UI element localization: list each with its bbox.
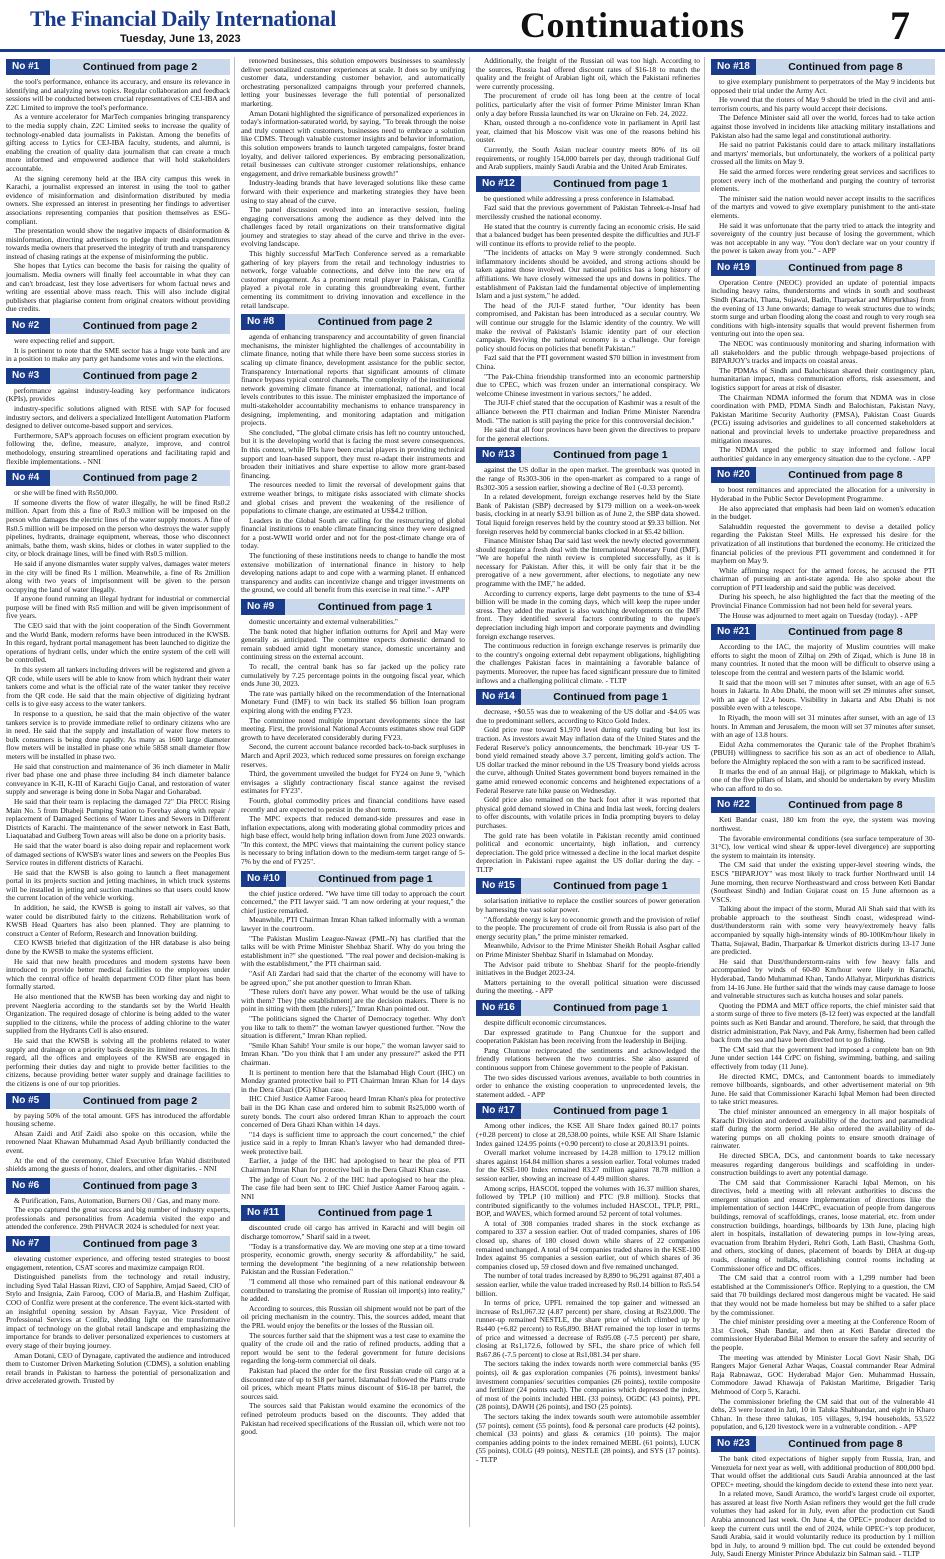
article-body — [6, 489, 230, 1088]
article-paragraph: He said that all four provinces have been given the directives to prepare for the general elections. — [476, 425, 700, 443]
article-paragraph: were expecting relief and support. — [14, 336, 115, 346]
article-paragraph: In terms of price, UPFL remained the top gainer and witnessed an increase of Rs1,067.32 (4.87 percent) per share, closing at Rs23,000. The runner-up remained NESTLE, the share price of which climbed up by Rs440 (+6.82 percent) to Rs6,890. BHAT remained the top loser in terms of price and witnessed a decrease of Rs95.08 (-7.5 percent) per share, closing at Rs1,172.6, followed by SFL, the share price of which fell Rs67.86 (-7.5 percent) to close at Rs1,081.34 per share. — [476, 1298, 700, 1359]
article-paragraph: Salahuddin requested the government to devise a detailed policy regarding the Pakistan Steel Mills. He expressed his desire for the privatization of all institutions that burdened the economy. He criticized the financial policies of the previous PTI government and condemned it for mayhem on May 9. — [711, 521, 935, 566]
article-body — [6, 337, 230, 364]
article-paragraph: The rate was partially hiked on the recommendation of the International Monetary Fund (IMF) to win back its stalled $6 billion loan program expiring along with the ending FY23. — [241, 688, 465, 715]
article-paragraph: The House was adjourned to meet again on Tuesday (today). - APP — [719, 610, 918, 620]
article-title: Continued from page 8 — [788, 1437, 903, 1450]
article — [241, 57, 465, 310]
article-paragraph: Leaders in the Global South are calling for the restructuring of global financial institutions to enable climate financing since they were designed for a post-WWII world order and not for the post-climate change era of today. — [241, 515, 465, 551]
article-paragraph: The JUI-F chief stated that the occupation of Kashmir was a result of the alliance between the PTI chairman and Indian Prime Minister Narendra Modi. "The nation is still paying the price for this controversial decision." — [476, 398, 700, 425]
article-body — [476, 1122, 700, 1464]
article-paragraph: The CM said that under the existing upper-level steering winds, the ESCS "BIPARJOY" was most likely to track further Northward until 14 June morning, then recurve Northeastward and cross between Keti Bandar (Southeast Sindh) and Indian Gujarat coast on 15 June afternoon as a VSCS. — [711, 860, 935, 904]
article-paragraph: It marks the end of an annual Hajj, or pilgrimage to Makkah, which is one of the five pillars of Islam, and should be undertaken by every Muslim who can afford to do so. — [711, 766, 935, 793]
article — [241, 314, 465, 595]
article-paragraph: The committee noted multiple important developments since the last meeting. First, the provisional National Accounts estimates show real GDP growth to have decelerated considerably during FY23. — [241, 715, 465, 742]
article-paragraph: renowned businesses, this solution empowers businesses to seamlessly deliver personalized customer experiences at scale. It does so by unifying customer data, understanding customer behavior, and automatically orchestrating personalized campaigns through your preferred channels, letting your businesses leverage the full potential of personalized marketing. — [241, 56, 465, 108]
article-paragraph: to give exemplary punishment to perpetrators of the May 9 incidents but opposed their trial under the Army Act. — [711, 77, 935, 95]
article-paragraph: domestic uncertainty and external vulnerabilities." — [249, 617, 398, 627]
article-paragraph: Keti Bandar coast, 180 km from the eye, the system was moving northwest. — [711, 815, 935, 833]
article-title: Continued from page 8 — [788, 61, 903, 73]
article-paragraph: He said that Dust/thunderstorm-rains with few heavy falls and accompanied by winds of 60-80 Km/hour were likely in Karachi, Hyderabad, Tando Muhammad Khan, Tando Allahyar, Mirpurkhas districts from 14-16 June. He further said that the winds may cause damage to loose and vulnerable structures such as kutcha houses and solar panels. — [711, 956, 935, 1001]
article-paragraph: A total of 308 companies traded shares in the stock exchange as compared to 337 a session earlier. Out of traded companies, shares of 106 closed up, shares of 180 closed down while shares of 22 companies remained unchanged. A total of 94 companies traded shares in the KSE-100 Index against 95 companies a session earlier, out of which shares of 36 companies closed up, 59 closed down and five remained unchanged. — [476, 1218, 700, 1271]
article-paragraph: He said that construction and maintenance of 36 inch diameter in Malir river bad phase one and phase three including 84 inch diameter balance conveyance in K-II, K-III of Karachi Gujjo Canal, and restoration of water supply and sewerage is being done in Soba Nagar and Goharabad. — [6, 761, 230, 797]
article-paragraph: It is pertinent to mention here that the Islamabad High Court (IHC) on Monday granted protective bail to PTI Chairman Imran Khan for 14 days in the Dera Ghazi (DG) Khan case. — [241, 1067, 465, 1094]
article-paragraph: He said that the KWSB is also going to launch a fleet management portal in its projects suction and jetting machines, in which truck systems will be installed in jetting and suction machines so that users could know the current location of the vehicle working. — [6, 867, 230, 903]
article-paragraph: The chief minister announced an emergency in all major hospitals of Karachi Division and ordered availability of the doctors and paramedical staff during the storm period. He also ordered the availability of de-watering pumps on all choking points to ensure smooth drainage of rainwater. — [711, 1106, 935, 1151]
article-paragraph: "The Pak-China friendship transformed into an economic partnership due to CPEC, which was frozen under an international conspiracy. We welcome Chinese investment in various sectors," he added. — [476, 371, 700, 398]
article-title: Continued from page 2 — [82, 472, 198, 485]
article-paragraph: The continuous reduction in foreign exchange reserves is primarily due to the country's ongoing external debt repayment obligations, highlighting the challenges Pakistan faces in maintaining a favorable balance of payments. Moreover, the rupee has faced significant pressure due to limited inflows and a challenging political climate. - TLTP — [476, 641, 700, 685]
article-paragraph: He said the armed forces were rendering great services and sacrifices to protect every inch of the motherland and purging the country of terrorist elements. — [711, 166, 935, 194]
article-header — [241, 314, 465, 330]
article-paragraph: The gold rate has been volatile in Pakistan recently amid continued political and economic uncertainty, high inflation, and currency depreciation. The gold price witnessed a decline in the local market despite depreciation in Pakistani rupee against the US dollar during the day. - TLTP — [476, 830, 700, 874]
article-paragraph: The sectors taking the index towards north were commercial banks (95 points), oil & gas exploration companies (76 points), investment banks/ investment companies/ securities companies (26 points), textile composite and fertilizer (24 points each). The companies which depressed the index, of most of the points included HBL (33 points), OGDC (43 points), PPL (28 points), DAWH (26 points), and ISO (25 points). — [476, 1359, 700, 1412]
article-paragraph: Among other indices, the KSE All Share Index gained 80.17 points (+0.28 percent) to close at 28,538.00 points, while KSE All Share Islamic Index gained 124.95 points (+0.90 percent) to close at 20,813.91 points. — [476, 1121, 700, 1148]
article-header — [241, 599, 465, 615]
article — [6, 470, 230, 1088]
article-paragraph: The panel discussion evolved into an interactive session, fueling engaging conversations among the audience as they delved into the challenges faced by retail organizations on their transformative digital journey and strategies to stay ahead of the curve and thrive in the ever-evolving landscape. — [241, 205, 465, 249]
article-paragraph: against the US dollar in the open market. The greenback was quoted in the range of Rs303-306 in the open-market as compared to a range of Rs302-305 a session earlier, showing a decline of Re1 (-0.33 percent). — [476, 465, 700, 492]
article-body — [711, 486, 935, 620]
article-paragraph: Dar expressed gratitude to Pang Chunxue for the support and cooperation Pakistan has been receiving from the leadership in Beijing. — [476, 1027, 700, 1046]
article-paragraph: He said that the water board is also doing repair and replacement work of damaged sections of KWSB's water lines and sewers on the Peoples Bus Service routes in different districts of Karachi. — [6, 840, 230, 868]
article-paragraph: According to the IAC, the majority of Muslim countries will make efforts to sight the moon of Zilhaj on 29th of Ziqad, which is June 18 in many countries. It noted that the moon will be difficult to observe using a telescope from the central and western parts of the Islamic world. — [711, 642, 935, 678]
article-paragraph: He said no patriot Pakistanis could dare to attack military installations and martyrs' memorials, but unfortunately, the workers of a political party crossed all the limits on May 9. — [711, 140, 935, 167]
article-paragraph: The bank noted that higher inflation outturns for April and May were generally as anticipated. The committee expects domestic demand to remain subdued amid tight monetary stance, domestic uncertainty and continuing stress on the external account. — [241, 626, 465, 662]
article-paragraph: In Riyadh, the moon will set 31 minutes after sunset, with an age of 13 hours. In Amman and Jerusalem, the moon will set 37 minutes after sunset, with an age of 13.8 hours. — [711, 713, 935, 740]
article-header — [476, 1000, 700, 1016]
article-paragraph: The NEOC was continuously monitoring and sharing information with all stakeholders and the public through webpage-based projections of BIPARJOY's tracks and impacts on coastal areas. — [711, 339, 935, 366]
article-number: No #3 — [6, 368, 50, 384]
column-2 — [241, 57, 470, 1527]
article-paragraph: Additionally, the freight of the Russian oil was too high. According to the sources, Russia had offered discount rates of $16-18 to match the quality and the freight of Arabian light oil, which the Pakistani refineries were currently processing. — [476, 56, 700, 91]
article-number: No #2 — [6, 318, 50, 334]
article-paragraph: Industry-leading brands that have leveraged solutions like these came forward with their experience and marketing strategies they have been using to stay ahead of the curve. — [241, 178, 465, 205]
article-paragraph: He said that their team is replacing the damaged 72" Dia PRCC Rising Main No. 5 from Dhabeji Pumping Station to Forebay along with repair / replacement of Damaged Sections of Water Lines and Sewers in Different Districts of Karachi. The maintenance of the sewer network in East Bath, Liaquatabad and Gulberg Town areas will also be done on a priority basis. — [6, 796, 230, 841]
article-body — [476, 466, 700, 685]
article-paragraph: Pang Chunxue reciprocated the sentiments and acknowledged the friendly relations between the two countries. She also assured of continuous support from Chinese government to the people of Pakistan. — [476, 1045, 700, 1072]
article-title: Continued from page 2 — [317, 316, 433, 329]
article-paragraph: The Advisor paid tribute to Shehbaz Sharif for the people-friendly initiatives in the Budget 2023-24. — [476, 959, 700, 978]
article-number: No #14 — [476, 689, 521, 705]
article-paragraph: The expo captured the great success and big number of industry experts, professionals and personalities from Academia visited the expo and attended the conference. 29th PHVACR 2024 is scheduled for next year. — [6, 1205, 230, 1232]
article-paragraph: Overall market volume increased by 14.28 million to 179.12 million shares against 164.84 million shares a session earlier. Total volumes traded for the KSE-100 Index remained 83.27 million against 78.78 million a session earlier, showing an increase of 4.49 million shares. — [476, 1148, 700, 1183]
article-header — [476, 447, 700, 463]
article-paragraph: Matters pertaining to the overall political situation were discussed during the meeting. - APP — [476, 977, 700, 996]
article-paragraph: She hopes that Lytics can become the basis for raising the quality of journalism. Media owners will finally feel accountable in what they can and can't broadcast, lest they lose advertisers for whom factual news and writing are essential above mass reach. This will also include digital publishers that plagiarise content from original creators without providing due credits. — [6, 261, 230, 314]
article-number: No #5 — [6, 1093, 50, 1109]
article-number: No #13 — [476, 447, 521, 463]
article-number: No #9 — [241, 599, 285, 615]
article-paragraph: Distinguished panelists from the technology and retail industry, including Syed Talal Hassan Rizvi, CIO of Sapphire, Amjad Saeed, CIO of Stylo and Insignia, Zain Farooq, COO of Maria.B, and Hashim Zulfiqar, COO of Conlfiz were present at the conference. The event kick-started with an insightful opening session by Ahsan Fayyaz, Vice President of Professional Services at Conlfiz, shedding light on the transformative impact of technology on the global retail landscape and emphasizing the importance for brands to deliver personalized experiences to customers at every stage of their buying journey. — [6, 1272, 230, 1350]
article-paragraph: The head of the JUI-F stated further, "Our identity has been compromised, and Pakistan has been introduced as a secular country. We will continue our struggle for the Islamic identity of the country. We will make the revival of Pakistan's Islamic identity part of our election campaign. Reviving the national economy is a challenge. Our foreign policy should focus on policies that benefit Pakistan." — [476, 300, 700, 353]
article-number: No #8 — [241, 314, 285, 330]
article-header — [6, 1093, 230, 1109]
article-paragraph: "These rulers don't have any power. What would be the use of talking with them? They [the establishment] are the decision makers. There is no point in sitting with them [the rulers]," Imran Khan pointed out. — [241, 987, 465, 1014]
article-header — [241, 871, 465, 887]
article-paragraph: At the end of the ceremony, Chief Executive Irfan Wahid distributed shields among the guests of honor, dealers, and other dignitaries. - NNI — [6, 1155, 230, 1174]
article-paragraph: If someone diverts the flow of water illegally, he will be fined Rs0.2 million. Apart from this a fine of Rs0.3 million will be imposed on the person who damages the electric lines of the water supply motors. A fine of Rs0.5 million will be imposed on the person who destroys the water supply pipelines, hydrants, drainage equipment, whereas, those who disconnect animals, bathe them, wash skins, hides or clothes in water supplied to the city, or block drainage lines, will be fined with Rs0.5 million. — [6, 497, 230, 559]
article-paragraph: the tool's performance, enhance its accuracy, and ensure its relevance in identifying and analyzing news topics. Regular collaboration and feedback sessions will be conducted between crucial representatives of CEJ-IBA and Z2C Limited to improve the tool's performance. — [6, 77, 230, 112]
page-number: 7 — [890, 3, 910, 48]
article-paragraph: He said that the KWSB is solving all the problems related to water supply and drainage on a priority basis despite its limited resources. In this regard, all the offices and employees of the KWSB are engaged in performing their duties day and night to provide better facilities to the citizens, because providing better water supply and drainage facilities to the citizens is one of our top priorities. — [6, 1035, 230, 1088]
article-header — [711, 797, 935, 813]
article-body — [711, 643, 935, 793]
article-paragraph: discounted crude oil cargo has arrived in Karachi and will begin oil discharge tomorrow," Sharif said in a tweet. — [241, 1223, 465, 1242]
article-title: Continued from page 1 — [317, 601, 433, 614]
article-paragraph: He also appreciated that emphasis had been laid on women's education in the budget. — [711, 503, 935, 522]
article-title: Continued from page 1 — [553, 880, 668, 893]
article-paragraph: Meanwhile, Advisor to the Prime Minister Sheikh Rohail Asghar called on Prime Minister Shehbaz Sharif in Islamabad on Monday. — [476, 941, 700, 960]
column-3 — [476, 57, 705, 1527]
article-paragraph: The resources needed to limit the reversal of development gains that extreme weather brings, to mitigate risks associated with climate shocks and global crises and prevent the weakening of the resilience of populations to climate change, are estimated at US$4.2 trillion. — [241, 480, 465, 516]
article-paragraph: The number of total trades increased by 8,890 to 96,291 against 87,401 a session earlier, while the value traded increased by Rs0.14 billion to Rs5.54 billion. — [476, 1271, 700, 1298]
article-paragraph: If anyone found running an illegal hydrant for industrial or commercial purpose will be fined with Rs5 million and will be given imprisonment of five years. — [6, 594, 230, 621]
article-paragraph: He also mentioned that the KWSB has been working day and night to prevent Naegleria according to the standards set by the World Health Organization. The required dosage of chlorine is being added to the water supplied to the citizens, while the process of adding chlorine to the water supplied from the Hydrants Cell is also ensured. — [6, 992, 230, 1036]
article — [711, 59, 935, 256]
article-number: No #21 — [711, 624, 756, 640]
article-header — [711, 260, 935, 276]
article-paragraph: CEO KWSB briefed that digitization of the HR database is also being done by the KWSB to make the systems efficient. — [6, 938, 230, 957]
article-paragraph: Among scrips, HASCOL topped the volumes with 16.37 million shares, followed by TPLP (10 million) and PTC (9.8 million). Stocks that contributed significantly to the volumes included HASCOL, TPLP, PRL, BOP, and WAVES, which formed around 52 percent of total volumes. — [476, 1183, 700, 1219]
article-paragraph: decrease, +$0.55 was due to weakening of the US dollar and -$4.05 was due to predominant sellers, according to Kitco Gold Index. — [476, 707, 700, 725]
article-number: No #19 — [711, 260, 756, 276]
article-header — [241, 1205, 465, 1221]
article-header — [6, 1236, 230, 1252]
article-title: Continued from page 1 — [553, 691, 668, 704]
article-paragraph: Currently, the South Asian nuclear country meets 80% of its oil requirements, or roughly 154,000 barrels per day, through traditional Gulf and Arab suppliers, mainly Saudi Arabia and the United Arab Emirates. — [476, 144, 700, 172]
masthead — [0, 0, 945, 52]
publication-date: Tuesday, June 13, 2023 — [120, 33, 241, 45]
article-title: Continued from page 8 — [788, 626, 903, 639]
article-paragraph: the chief justice ordered. "We have time till today to approach the court concerned," the PTI lawyer said. "I am now ordering at your request," the chief justice remarked. — [241, 888, 465, 915]
article — [711, 1436, 935, 1559]
article-paragraph: During his speech, he also highlighted the fact that the meeting of the Provincial Finance Commission had not been held for several years. — [711, 592, 935, 611]
article-body — [241, 618, 465, 867]
article-title: Continued from page 2 — [82, 320, 198, 333]
section-title: Continuations — [520, 5, 745, 45]
article-header — [711, 467, 935, 483]
article — [476, 447, 700, 685]
article-paragraph: "Affordable energy is key to economic growth and the provision of relief to the people. The procurement of crude oil from Russia is also part of the energy security plan," the prime minister remarked. — [476, 914, 700, 941]
article-paragraph: Fourth, global commodity prices and financial conditions have eased recently and are expected to persist in the short term. — [241, 795, 465, 814]
article-title: Continued from page 3 — [82, 1238, 198, 1251]
article-paragraph: The sectors taking the index towards south were automobile assembler (57 points), cement (55 points), food & personal care products (42 points), chemical (33 points) and glass & ceramics (10 points). The major companies adding points to the index remained MEBL (61 points), LUCK (55 points), COLG (49 points), NESTLE (28 points), and SYS (17 points). - TLTP — [476, 1411, 700, 1464]
article-paragraph: "The politicians signed the Charter of Democracy together. Why don't you like to talk to them?" the woman lawyer questioned further. "Now the situation is different," Imran Khan replied. — [241, 1013, 465, 1041]
article-title: Continued from page 8 — [788, 261, 903, 274]
article — [241, 871, 465, 1202]
article-paragraph: The CEO said that with the joint cooperation of the Sindh Government and the World Bank, modern reforms have been introduced in the KWSB. In this regard, hydrant portal management has been launched to digitize the operations of hydrant cells, under which the entire system of the cell will be controlled. — [6, 621, 230, 665]
article-paragraph: & Purification, Fans, Automation, Burners Oil / Gas, and many more. — [14, 1195, 220, 1205]
article — [476, 1103, 700, 1464]
article-header — [6, 368, 230, 384]
article-paragraph: This highly successful MarTech Conference served as a remarkable gathering of key players from the retail and technology industries to network, forge valuable connections, and delve into the new era of customer engagement. As a prominent retail player in Pakistan, Conlfiz played a pivotal role in curating this groundbreaking event, further cementing its commitment to driving innovation and excellence in the retail landscape. — [241, 249, 465, 310]
article-number: No #18 — [711, 59, 756, 75]
article-body — [711, 78, 935, 256]
article-number: No #4 — [6, 470, 50, 486]
article-paragraph: The bank cited expectations of higher supply from Russia, Iran, and Venezuela for next year as well, with additional production of 800,000 bpd. That would offset the additional cuts Saudi Arabia announced at the last OPEC+ meeting, should the kingdom decide to extend these into next year. — [711, 1453, 935, 1489]
article-paragraph: Meanwhile, PTI Chairman Imran Khan talked informally with a woman lawyer in the courtroom. — [241, 915, 465, 934]
article-paragraph: Pakistan had placed the order for the first Russian crude oil cargo at a discounted rate of up to $18 per barrel. Islamabad followed the Platts crude oil prices, which meant Platts minus discount of $16-18 per barrel, the sources said. — [241, 1365, 465, 1401]
article — [711, 467, 935, 620]
article-paragraph: "The incidents of attacks on May 9 were strongly condemned. Such inflammatory incidents should be avoided, and strong actions should be taken against those involved. Our national politics has a long history of affiliations. We have closely witnessed the ups and downs in politics. The establishment of Pakistan laid the fundamental objective of implementing Islam and a just system," he added. — [476, 248, 700, 301]
article-paragraph: While affirming respect for the armed forces, he accused the PTI chairman of pursuing an anti-state agenda. He also spoke about the corruption of PTI leadership and said the public was deceived. — [711, 565, 935, 592]
article-number: No #16 — [476, 1000, 521, 1016]
article-body — [6, 1197, 230, 1232]
article — [711, 624, 935, 793]
article-number: No #12 — [476, 176, 521, 192]
article-paragraph: The functioning of these institutions needs to change to handle the most extensive mobilization of international finance in history to help developing nations adapt to and cope with a warming planet. If enhanced transparency and audits can incentivize change and trigger investments on the ground, we could all benefit from this exercise in real time." - APP — [241, 551, 465, 595]
article-title: Continued from page 1 — [553, 1002, 668, 1014]
paper-name: The Financial Daily International — [30, 6, 337, 31]
article-paragraph: In this system all tankers including drivers will be registered and given a QR code, while users will be able to know from which hydrant their water tankers come and what is the official rate of the water tanker they receive from the QR code. He said that the main objective of digitizing hydrant cells is to give easy access to the water tankers. — [6, 665, 230, 709]
article — [6, 1178, 230, 1232]
article-paragraph: The procurement of crude oil has long been at the centre of local politics, particularly after the visit of former Prime Minister Imran Khan only a day before Russia launched its war on Ukraine on Feb. 24, 2022. — [476, 91, 700, 118]
article-paragraph: or she will be fined with Rs50,000. — [14, 488, 118, 498]
article-paragraph: He directed KMC, DMCs, and Cantonment boards to immediately remove billboards, signboards, and other advertisement material on 9th June. He said that Commissioner Karachi Iqbal Memon had been directed to take strict measures. — [711, 1071, 935, 1107]
article — [476, 176, 700, 444]
article-title: Continued from page 1 — [553, 449, 668, 462]
article-title: Continued from page 2 — [82, 1094, 198, 1107]
article-paragraph: In response to a question, he said that the main objective of the water tankers service is to provide immediate relief to ordinary citizens who are in need. He said that the supply and installation of water flow meters to bulk consumers is being done rapidly. As many as 1600 large diameter flow meters will be installed in phase one while 5858 small diameter flow meters will be installed in phase two. — [6, 709, 230, 761]
article-header — [711, 624, 935, 640]
article-paragraph: IHC Chief Justice Aamer Farooq heard Imran Khan's plea for protective bail in the DG Khan case and ordered him to submit Rs25,000 worth of surety bonds. The court also ordered Imran Khan to approach the court concerned of Dera Ghazi Khan within 14 days. — [241, 1094, 465, 1130]
article-body — [711, 1455, 935, 1559]
article-paragraph: Gold price also remained on the back foot after it was reported that physical gold demand slowed in China and India last week, forcing dealers to offer discounts, with volatile prices in India prompting buyers to delay purchases. — [476, 795, 700, 830]
column-4 — [711, 57, 939, 1559]
article-body — [476, 195, 700, 444]
article — [711, 260, 935, 463]
article-paragraph: to boost remittances and appreciated the allocation for a university in Hyderabad in the Public Sector Development Programme. — [711, 485, 935, 503]
article-title: Continued from page 8 — [788, 469, 903, 482]
article-title: Continued from page 1 — [317, 1207, 433, 1220]
article-header — [476, 176, 700, 192]
article-body — [476, 708, 700, 874]
article — [6, 1093, 230, 1174]
article-paragraph: "The Pakistan Muslim League-Nawaz (PML-N) has clarified that the talks will be with Prime Minister Shehbaz Sharif. Why do you bring the establishment in?" she questioned. "The real power and decision-making is with the establishment," the PTI chairman said. — [241, 933, 465, 969]
article-paragraph: Talking about the impact of the storm, Murad Ali Shah said that with its probable approach to the southeast Sindh coast, widespread wind-dust/thunderstorm rain with some very heavy/extremely heavy falls accompanied by squally high-intensity winds of 80-100Km/hour likely in Thatta, Sujawal, Badin, Tharparkar & Umerkot districts during 13-17 June are predicted. — [711, 904, 935, 957]
article-paragraph: It is pertinent to note that the SME sector has a huge vote bank and are in a position to make any party get handsome votes and win the elections. — [6, 345, 230, 364]
article — [476, 1000, 700, 1099]
article-paragraph: As a venture accelerator for MarTech companies bringing transparency to the media supply chain, Z2C Limited seeks to increase the quality of technology-enabled data journalists in Pakistan. Among the benefits of gifting access to Lytics for CEJ-IBA faculty, students, and alumni, is enabling the creation of quality data journalism that can create a much more informed and empowered audience that will hold stakeholders accountable. — [6, 112, 230, 173]
article-header — [476, 878, 700, 894]
article-paragraph: "Asif Ali Zardari had said that the charter of the economy will have to be agreed upon," she put another question to Imran Khan. — [241, 969, 465, 987]
article-paragraph: According to currency experts, large debt payments to the tune of $3-4 billion will be made in the coming days, which will keep the rupee under stress. They added the market is also watching developments on the IMF front. They identified several factors contributing to the rupee's depreciation including high import and corporate payments and dwindling foreign exchange reserves. — [476, 588, 700, 641]
article-paragraph: Gold price rose toward $1,970 level during early trading but lost its traction. As investors await May inflation data of the United States and the Federal Reserve's policy announcements, the benchmark 10-year US T-bond yield remained steady above 3.7 percent, limiting gold's action. The US dollar tracked the minor rebound in the US Treasury bond yields across the curve, although United States government bond buyers remained in the game amid renewed economic concerns and heightened expectations of a Federal Reserve rate hike pause on Wednesday. — [476, 725, 700, 795]
article-paragraph: Second, the current account balance recorded back-to-back surpluses in March and April 2023, which reduced some pressures on foreign exchange reserves. — [241, 742, 465, 769]
article-paragraph: solarisation initiative to replace the costlier sources of power generation by harnessing the vast solar power. — [476, 896, 700, 915]
article-paragraph: The MPC expects that reduced demand-side pressures and ease in inflation expectations, along with moderating global commodity prices and high base effect, would help bring inflation down from June 2023 onwards. "In this context, the MPC views that maintaining the current policy stance is necessary to bring inflation down to the medium-term target range of 5-7% by the end of FY25". — [241, 814, 465, 867]
article-paragraph: The minister said the nation would never accept insults to the sacrifices of the martyrs and vowed to give exemplary punishment to the anti-state elements. — [711, 193, 935, 220]
article-number: No #1 — [6, 59, 50, 75]
article-paragraph: "Today is a transformative day. We are moving one step at a time toward prosperity, economic growth, energy security & affordability," he said, terming the development "the beginning of a new relationship between Pakistan and the Russian Federation." — [241, 1241, 465, 1277]
article-paragraph: Fazl said that the previous government of Pakistan Tehreek-e-Insaf had mercilessly crushed the national economy. — [476, 203, 700, 221]
article — [241, 1205, 465, 1436]
article-body — [6, 1112, 230, 1174]
article-paragraph: Fazl said that the PTI government wasted $70 billion in investment from China. — [476, 353, 700, 371]
article-paragraph: "14 days is sufficient time to approach the court concerned," the chief justice said in a reply to Imran Khan's lawyer who had demanded three-week protective bail. — [241, 1129, 465, 1156]
article-paragraph: The two sides discussed various avenues, available to both countries in order to enhance the existing cooperation to unprecedented levels, the statement added. - APP — [476, 1072, 700, 1099]
article-title: Continued from page 2 — [82, 61, 198, 73]
article-paragraph: The Defence Minister said all over the world, forces had to take action against those involved in incidents like attacking military installations and Pakistan also had the same legal and constitutional authority. — [711, 113, 935, 140]
article-paragraph: Khan, ousted through a no-confidence vote in parliament in April last year, claimed that his Moscow visit was one of the reasons behind his ouster. — [476, 118, 700, 145]
article-paragraph: Third, the government unveiled the budget for FY24 on June 9, "which envisages a slightly contractionary fiscal stance against the revised estimates for FY23". — [241, 769, 465, 796]
article — [6, 59, 230, 314]
article-paragraph: The chief minister presiding over a meeting at the Conference Room of 31st Creek, Shah Bandar, and then at Keti Bandar directed the commissioner Hyderabad Bilal Memon to ensure the safety and security of the people. — [711, 1317, 935, 1352]
article-body — [241, 1224, 465, 1436]
article — [6, 318, 230, 364]
article-paragraph: He said it was unfortunate that the party tried to attack the integrity and sovereignty of the country just because of losing the government, which was not acceptable in any way. "You don't declare war on your country if the power is taken away from you." - APP — [711, 220, 935, 256]
article-paragraph: The CM said that a control room with a 1,299 number had been established at the Commissioner's Office. Replying to a question, the CM said that 70 buildings declared most dangerous might be vacated. He said that they would not be made homeless but may be shifted to a safer place by the commissioner. — [711, 1273, 935, 1317]
article-paragraph: The favorable environmental conditions (sea surface temperature of 30-31°C), low vertical wind shear & upper-level divergence) are supporting the system to maintain its intensity. — [711, 833, 935, 860]
article-paragraph: "Smile Khan Sahib! Your smile is our hope," the woman lawyer said to Imran Khan. "Do you think that I am under any pressure?" asked the PTI chairman. — [241, 1040, 465, 1067]
article-paragraph: It said that the moon will set 7 minutes after sunset, with an age of 6.5 hours in Jakarta. In Abu Dhabi, the moon will set 29 minutes after sunset, with an age of 12.4 hours. Visibility in Jakarta and Abu Dhabi is not possible even with a telescope. — [711, 677, 935, 713]
article-number: No #17 — [476, 1103, 521, 1119]
article-paragraph: be questioned while addressing a press conference in Islamabad. — [484, 193, 675, 203]
article-paragraph: In a related move, Saudi Aramco, the world's largest crude oil exporter, has assured at least five North Asian refiners they would get the full crude volumes they had asked for in July, even after the production cut Saudi Arabia announced last week. On June 4, the OPEC+ producer decided to keep the current cuts until the end of 2024, while OPEC+'s top producer, Saudi Arabia, said it would voluntarily reduce its production by 1 million bpd in July, to around 9 million bpd. The cut could be extended beyond July, Saudi Energy Minister Prince Abdulaziz bin Salman said. - TLTP — [711, 1489, 935, 1559]
article-title: Continued from page 2 — [82, 369, 198, 382]
article-number: No #22 — [711, 797, 756, 813]
article — [476, 878, 700, 996]
article-body — [6, 387, 230, 466]
article-paragraph: despite difficult economic circumstances. — [484, 1018, 607, 1027]
article-number: No #23 — [711, 1436, 756, 1452]
article-paragraph: industry-specific solutions aligned with RISE with SAP for focused industry sectors, and delivers a specialized Intelligent Automation Platform designed to deliver outcome-based support and services. — [6, 404, 230, 431]
article-paragraph: Operation Centre (NEOC) provided an update of potential impacts including heavy rains, thunderstorms and winds in south and southeast Sindh (Karachi, Thatta, Sujawal, Badin, Tharparkar and Mirpurkhas) from the evening of 13 June onwards; damage to weak structures due to winds; storm surge and urban flooding along the coast and rough to very rough sea conditions with high-intensity squalls that would prevent fishermen from venturing out into the open sea. — [711, 277, 935, 339]
article-header — [476, 689, 700, 705]
article — [241, 599, 465, 867]
article-paragraph: He vowed that the rioters of May 9 should be tried in the civil and anti-terrorism courts, and his party would accept their decisions. — [711, 95, 935, 113]
article-paragraph: According to sources, this Russian oil shipment would not be part of the oil pricing mechanism in the country. This, the sources added, meant that the PRL would enjoy the benefits or the losses of the Russian oil. — [241, 1303, 465, 1330]
article-title: Continued from page 1 — [318, 872, 433, 885]
article-paragraph: He stated that the country is currently facing an economic crisis. He said that a balanced budget has been presented despite the difficulties and JUI-F will continue its efforts to provide relief to the people. — [476, 221, 700, 248]
article-paragraph: "I commend all those who remained part of this national endeavour & contributed to translating the promise of Russian oil import(s) into reality," he added. — [241, 1277, 465, 1304]
article-body — [241, 333, 465, 595]
article-paragraph: Eidul Azha commemorates the Quranic tale of the Prophet Ibrahim's (PBUH) willingness to sacrifice his son as an act of obedience to Allah, before the Almighty replaced the son with a ram to be sacrificed instead. — [711, 739, 935, 766]
article-paragraph: In addition, he said, the KWSB is going to install air valves, so that water could be distributed fairly to the citizens. Rehabilitation work of KWSB Head Quarters has also been planned. They are planning to construct a Center of Reform, Research and Innovation building. — [6, 903, 230, 938]
article-header — [6, 318, 230, 334]
article-header — [6, 1178, 230, 1194]
article — [711, 797, 935, 1432]
article-paragraph: The meeting was attended by Minister Local Govt Nasir Shah, DG Rangers Major General Azhar Waqas, Coastal commander Rear Admiral Raja Rabnawaz, GOC Hyderabad Major Gen. Muhammad Hussain, Commodore Jawad Khawaja of Pakistan Maritime, Brigadier Tariq Mehmood of Corp 5, Karachi. — [711, 1352, 935, 1396]
article-paragraph: performance against industry-leading key performance indicators (KPIs), provides — [6, 385, 230, 404]
article-body — [476, 897, 700, 996]
article-paragraph: The judge of Court No. 2 of the IHC had apologised to hear the plea. The case file had been sent to IHC Chief Justice Aamer Farooq again. - NNI — [241, 1174, 465, 1201]
article-title: Continued from page 1 — [553, 1105, 668, 1118]
article-paragraph: elevating customer experience, and offering tested strategies to boost engagement, retention, CSAT scores and maximize campaign ROI. — [6, 1254, 230, 1272]
article — [476, 689, 700, 874]
article-paragraph: Quoting the PDMA and MET office reports, the chief minister said that a storm surge of three to five meters (8-12 feet) was expected at the landfall points such as Keti Bandar and around. Therefore, he said, that through the district administration, Pak Navy, and Pak Army, fishermen had been called back from the sea and have been directed not to go fishing. — [711, 1000, 935, 1045]
article-paragraph: Furthermore, SAP's approach focuses on efficient program execution by following the, define, measure, analyze, improve, and control methodology, ensuring streamlined operations and facilitating rapid and flexible implementations. - NNI — [6, 430, 230, 466]
article-paragraph: He said that new health procedures and modern systems have been introduced to provide better medical facilities to the employees under which the central office of health department COD filter plant has been formally started. — [6, 956, 230, 992]
article-paragraph: At the signing ceremony held at the IBA city campus this week in Karachi, a journalist expressed an interest in using the tool to gather evidence of misinformation and disinformation distributed by media owners. She expressed an interest in presenting her findings to advertiser associations representing companies that position themselves as ESG-compliant. — [6, 173, 230, 226]
article — [6, 368, 230, 466]
article-paragraph: She concluded, "The global climate crisis has left no country untouched, but it is the developing world that is facing the most severe consequences. In this context, while IFIs have been crucial players in providing technical support and loan-based support, they must re-adapt their instruments and broaden their initiatives and share expertise to allow more grant-based financing. — [241, 427, 465, 480]
article-paragraph: The presentation would show the negative impacts of disinformation & misinformation, directing advertisers to pledge their media expenditures towards media owners that preserved the integrity of truth and transparency instead of chasing ratings at the expense of misinforming the public. — [6, 226, 230, 261]
article-paragraph: He said if anyone dismantles water supply valves, damages water meters in the city will be fined Rs 1 million. Meanwhile, a fine of Rs 2million along with two years of imprisonment will be given to the person occupying the land of water illegally. — [6, 558, 230, 594]
article-body — [241, 57, 465, 310]
article-paragraph: The sources further said that the shipment was a test case to examine the quality of the crude oil and the ratio of refined products, adding that a report would be sent to the federal government for future decisions regarding the long-term commercial oil deals. — [241, 1330, 465, 1366]
article-paragraph: The CM said that Commissioner Karachi Iqbal Memon, on his directives, held a meeting with all relevant authorities to discuss the emergent situation and ensure implementation of directions like the implementation of section 144CrPC, evacuation of people from dangerous buildings, removal of scaffoldings, cranes, loose material, etc. from under construction buildings, hoardings, billboards by 13th June, placing high alert in hospitals, installation of dewatering pumps in low-lying areas, evacuation from Ibrahim Hyderi, Rehri Goth, Lath Basti, Chashma Goth, and others, stocking of dunes, placement of boards by DHA at dug-up roads, cleaning of nullahs, establishing control rooms including at Commissioner office and DC offices. — [711, 1177, 935, 1273]
article-paragraph: The sources said that Pakistan would examine the economics of the refined petroleum products based on the discounts. They added that Pakistan had received specifications of the Russian oil, which were not too good. — [241, 1401, 465, 1437]
article-paragraph: The Chairman NDMA informed the forum that NDMA was in close coordination with PMD, PDMA Sindh and Balochistan, Pakistan Navy, Pakistan Maritime Security Authority (PMSA), Pakistan Coast Guards (PCG) issuing advisories and guidelines to all concerned stakeholders at national and provincial levels to undertake proactive preparedness and mitigation measures. — [711, 392, 935, 445]
article-paragraph: He directed SBCA, DCs, and cantonment boards to take necessary measures regarding dangerous buildings and scaffolding in under-construction buildings to avert any potential damage. — [711, 1150, 935, 1178]
article-header — [711, 1436, 935, 1452]
article-paragraph: Ahsan Zaidi and Atif Zaidi also spoke on this occasion, while the renowned Naat Khawan Muhammad Asad Ayub brilliantly conducted the event. — [6, 1128, 230, 1155]
article-paragraph: Aman Dotani highlighted the significance of personalized experiences in today's information-saturated world, by saying, "To break through the noise and truly connect with customers, businesses need to embrace a solution like CDMS. Through valuable customer insights and behavior information, this solution empowers brands to launch targeted campaigns, foster brand loyalty, and deliver tailored experiences. By embracing personalization, retail businesses can cultivate stronger customer relationships, enhance engagement, and drive remarkable business growth!" — [241, 108, 465, 178]
article-paragraph: To recall, the central bank has so far jacked up the policy rate cumulatively by 7.25 percentage points in the outgoing fiscal year, which ends June 30, 2023. — [241, 662, 465, 689]
article-number: No #6 — [6, 1178, 50, 1194]
article-paragraph: Earlier, a judge of the IHC had apologised to hear the plea of PTI Chairman Imran Khan for protective bail in the Dera Ghazi Khan case. — [241, 1156, 465, 1175]
article-body — [241, 890, 465, 1202]
article-header — [6, 59, 230, 75]
article-paragraph: The PDMAs of Sindh and Balochistan shared their contingency plan, humanitarian impact, mass communication efforts, risk assessment, and logistics support for areas at risk of disaster. — [711, 365, 935, 392]
article-number: No #11 — [241, 1205, 285, 1221]
article — [476, 57, 700, 172]
article-columns — [6, 56, 939, 1559]
article-header — [711, 59, 935, 75]
article-title: Continued from page 3 — [82, 1179, 198, 1192]
article-paragraph: The commissioner briefing the CM said that out of the vulnerable 41 dehs, 23 were located in Jati, 10 in Taluka Shahbandar, and eight in Kharo Chhan. In these three talukas, 105 villages, 9,194 households, 53,522 population, and 6,120 livestock were in a vulnerable condition. - APP — [711, 1396, 935, 1432]
article-body — [6, 1255, 230, 1386]
article-number: No #10 — [241, 871, 286, 887]
article-number: No #15 — [476, 878, 521, 894]
article-paragraph: The CM said that the government had imposed a complete ban on 9th June under section 144 CrPC on fishing, swimming, bathing, and sailing effectively from today (11 June). — [711, 1044, 935, 1071]
article-number: No #20 — [711, 467, 756, 483]
article-paragraph: Aman Dotani, CEO of Dynagate, captivated the audience and introduced them to Customer Driven Marketing Solution (CDMS), a solution enabling retail brands in Pakistan to harness the potential of personalization and drive accelerated growth. Trusted by — [6, 1350, 230, 1386]
article-title: Continued from page 1 — [553, 177, 668, 190]
article-number: No #7 — [6, 1236, 50, 1252]
article-header — [476, 1103, 700, 1119]
article-body — [476, 57, 700, 172]
column-1 — [6, 57, 235, 1527]
article-paragraph: agenda of enhancing transparency and accountability of green financial mechanisms, the minister highlighted the challenges of accountability in climate finance, noting that while there have been some success stories in scaling up climate finance, development assistance for the public sector, Transparency International reports that significant amounts of climate finance bypass typical control channels. The complexity of the institutional network governing climate finance at international, national, and local levels contributes to this issue. The minister emphasized the importance of multi-stakeholder accountability mechanisms to enhance transparency in designing, implementing, and monitoring adaptation and mitigation projects. — [241, 332, 465, 428]
article-body — [476, 1019, 700, 1099]
article-title: Continued from page 8 — [788, 799, 903, 812]
article-body — [6, 78, 230, 314]
article-paragraph: Finance Minister Ishaq Dar said last week the newly elected government should negotiate a fresh deal with the International Monetary Fund (IMF). "We are hopeful the ninth review is completed successfully, as it is necessary for Pakistan. After this, it will be only fair that it be the prerogative of a new government, after elections, to negotiate any new programme with the IMF," he added. — [476, 536, 700, 589]
article — [6, 1236, 230, 1386]
article-paragraph: by paying 50% of the total amount. GFS has introduced the affordable housing scheme. — [6, 1110, 230, 1129]
article-body — [711, 816, 935, 1432]
article-paragraph: The NDMA urged the public to stay informed and follow local authorities' guidance in any emergency situation due to the cyclone. - APP — [711, 445, 935, 463]
article-body — [711, 279, 935, 463]
article-paragraph: In a related development, foreign exchange reserves held by the State Bank of Pakistan (SBP) decreased by $179 million on a week-on-week basis, clocking in at nearly $3.91 billion as of June 2, the SBP data showed. Total liquid foreign reserves held by the country stood at $9.33 billion. Net foreign reserves held by commercial banks clocked in at $5.42 billion. — [476, 492, 700, 536]
article-header — [6, 470, 230, 486]
